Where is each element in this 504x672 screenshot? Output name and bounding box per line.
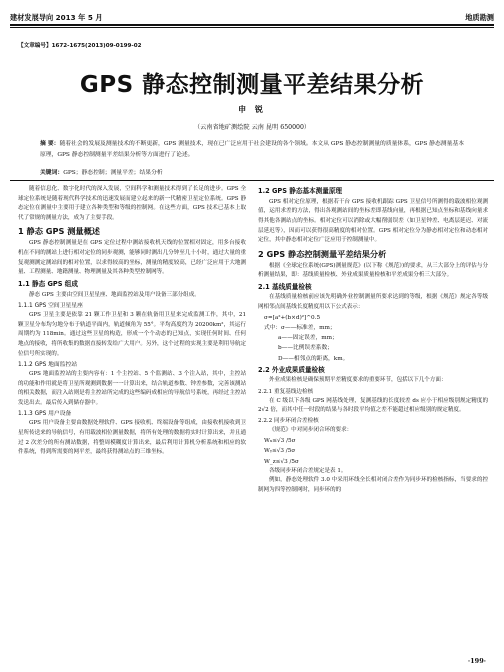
abstract (40, 139, 464, 161)
section-1-1-1-text: GPS 卫星主要是依靠 21 颗工作卫星和 3 颗在轨备用卫星来完成监测工作，其中，21 颗卫星分布均匀地分布于轨道平面内，轨道倾角为 55°。平均高度约为 20200km²，其运行周期约为 118min。通过这些卫星的构造，形成一个个动态的已知点，实现任何时间、任何地点的接收，将所收集的数据直接转发给广大用户。另外，这个过程的实现主要是利用导航定位信号所实现的。 (18, 311, 246, 357)
section-1-1-3-text: GPS 用户设备主要由数据处理软件、GPS 接收机、终端设备等组成，由接收机接收到卫星所传送来的导航信号，有用载波相位测量数据，将所有处理的数据将实时计算出来，并且通过 2 次差分的所有测站数据，将整周模糊度计算出来，最后利用计算机分析系统和相应的软件系统，得到所需要的网平差，最终获得测站点的三维坐标。 (18, 420, 246, 456)
keywords-label: 关键词： (40, 170, 64, 176)
section-name: 地质勘测 (465, 13, 494, 22)
section-heading-1: 1 静态 GPS 测量概述 (18, 226, 100, 237)
running-header (10, 7, 494, 23)
journal-name: 建材发展导向 2013 年 5 月 (10, 13, 103, 22)
formula-wx: Wₓ≤√3 /5σ (264, 438, 296, 445)
formula-var-d: D——相邻点的距离，km。 (278, 355, 349, 362)
section-2-1-text: 在基线质量检核前应该先明确外业控制测量所要求达到的等级，根据《规范》规定各等级网相邻点间基线长度精度用以下公式表示： (258, 294, 488, 311)
formula-var-b: b——比例误差系数； (278, 345, 333, 352)
section-heading-2-2-2: 2.2.2 同步环闭合差检核 (258, 418, 319, 425)
section-heading-2-2-1: 2.2.1 重复基线边检核 (258, 388, 314, 395)
section-heading-2-2: 2.2 外业成果质量检核 (258, 365, 325, 374)
section-2-2-2-text: 《规范》中对同步闭合环的要求： (269, 427, 353, 434)
section-1-1-2-text: GPS 地面监控站的主要内容有：1 个主控站、5 个监测站、3 个注入站，其中，主控站的功能和作用就是将卫星所观测到数据一一计算出来，结合轨道参数、钟差参数，完善该测站的相关数据，而注入站则是将主控站所完成的这些编码成相应的导航信号系统，再经过主控站发送出去。最后传入到储存器中。 (18, 370, 246, 406)
keywords (40, 168, 464, 178)
formula-where: 式中：σ——标准差，mm； (264, 325, 336, 332)
section-2-2-1-text: 在 C 级以下各级 GPS 网基线处理，复测基线的长度较差 ds 应小于相应级别规定精度的 2√2 倍，而其中任一时段的结果与各时段平均值之差不能超过相应级别的规定精度。 (258, 397, 488, 414)
right-column (258, 185, 488, 496)
section-2-text: 根据《全球定位系统(GPS)测量规范》(以下称《规范》)的要求，从三大部分上的评估与分析测量结果，即：基线质量检核、外业成果质量检核和平差成果分析三大部分。 (258, 262, 488, 279)
section-heading-1-1: 1.1 静态 GPS 组成 (18, 280, 78, 289)
abstract-label: 摘 要： (40, 141, 60, 147)
section-1-text: GPS 静态控制测量是在 GPS 定位过程中测站接收机天线的位置相对固定，用多台接收机在不同的测站上进行相对定位的同步观测，能够同时测出几分钟至几十小时，通过大量的重复观测测定测站间的相对位置，以求得较高的坐标，测量的精度较高，已经广泛应用于大地测量、工程测量、地籍测量、物理测量及其各种类型控制网等。 (18, 240, 246, 276)
abstract-text: 随着社会的发展及测量技术的不断更新，GPS 测量技术，现在已广泛应用于社会建设的各个领域。本文从 GPS 静态控制测量的质量体系，GPS 静态测量基本原理，GPS 静态控制测量平差结果分析等方面进行了论述。 (40, 141, 464, 158)
section-heading-1-2: 1.2 GPS 静态基本测量原理 (258, 187, 343, 195)
header-rule-thin (10, 27, 494, 28)
abstract-divider (10, 180, 494, 181)
header-rule (10, 24, 494, 26)
formula-var-a: a——固定误差，mm； (278, 335, 338, 342)
article-id: 【文章编号】1672-1675(2013)09-0199-02 (18, 43, 142, 49)
example-text: 例如，静态处理软件 3.0 中采用环线全长相对闭合差作为同步环的检核指标，当要求的控制网为四等控制网时，同步环的的 (258, 477, 488, 494)
affiliation: （云南省地矿测绘院 云南 昆明 650000） (193, 124, 311, 131)
formula-wy: Wᵧ≤√3 /5σ (264, 448, 296, 455)
section-1-1-text: 静态 GPS 主要由空间卫星星座、地面监控站及用户设备三部分组成。 (29, 291, 200, 298)
keywords-text: GPS；静态控制；测量平差；结果分析 (63, 170, 163, 176)
section-heading-1-1-1: 1.1.1 GPS 空间卫星星座 (18, 302, 83, 309)
left-column (18, 185, 246, 458)
section-heading-2-1: 2.1 基线质量检核 (258, 282, 312, 291)
section-heading-1-1-2: 1.1.2 GPS 地面监控站 (18, 361, 78, 368)
precision-formula: σ=[a²+(b×d)²]^0.5 (264, 314, 321, 321)
sync-text: 各级同步环闭合差规定是表 1。 (269, 467, 347, 474)
intro-paragraph: 随着信息化、数字化时代的深入发展，空间科学和测量技术得到了长足的进步。GPS 全球定位系统是随着现代科学技术的迅速发展而建立起来的新一代精密卫星定位系统。GPS 静态定位在测量中主要用于建立各种类型和等级的控制网。在这些方面，GPS 技术已基本上取代了常规的测量方法，成为了主要手段。 (18, 186, 246, 222)
section-heading-1-1-3: 1.1.3 GPS 用户设备 (18, 411, 72, 418)
paper-title: GPS 静态控制测量平差结果分析 (79, 72, 425, 98)
page-number: ·199· (467, 657, 486, 665)
section-heading-2: 2 GPS 静态控制测量平差结果分析 (258, 248, 387, 259)
section-2-2-text: 外业成果检核是确保预期平差精度要求的重要环节，包括以下几个方面： (269, 377, 447, 384)
formula-wz: W_z≤√3 /5σ (264, 458, 299, 465)
section-1-2-text: GPS 相对定位原理，根据若干台 GPS 接收机跟踪 GPS 卫星信号所测得的载波相位观测值，运用求差的方法，得出各观测站间的坐标差即基线向量，再根据已知点坐标和基线向量求得其他各测站点的坐标。相对定位可以消除或大幅削弱误差（如卫星钟差、电离层延迟、对流层延迟等），因而可以获得很高精度的相对位置。GPS 相对定位分为静态相对定位和动态相对定位，其中静态相对定位广泛应用于控制测量中。 (258, 198, 488, 244)
author: 申 锐 (238, 104, 266, 114)
